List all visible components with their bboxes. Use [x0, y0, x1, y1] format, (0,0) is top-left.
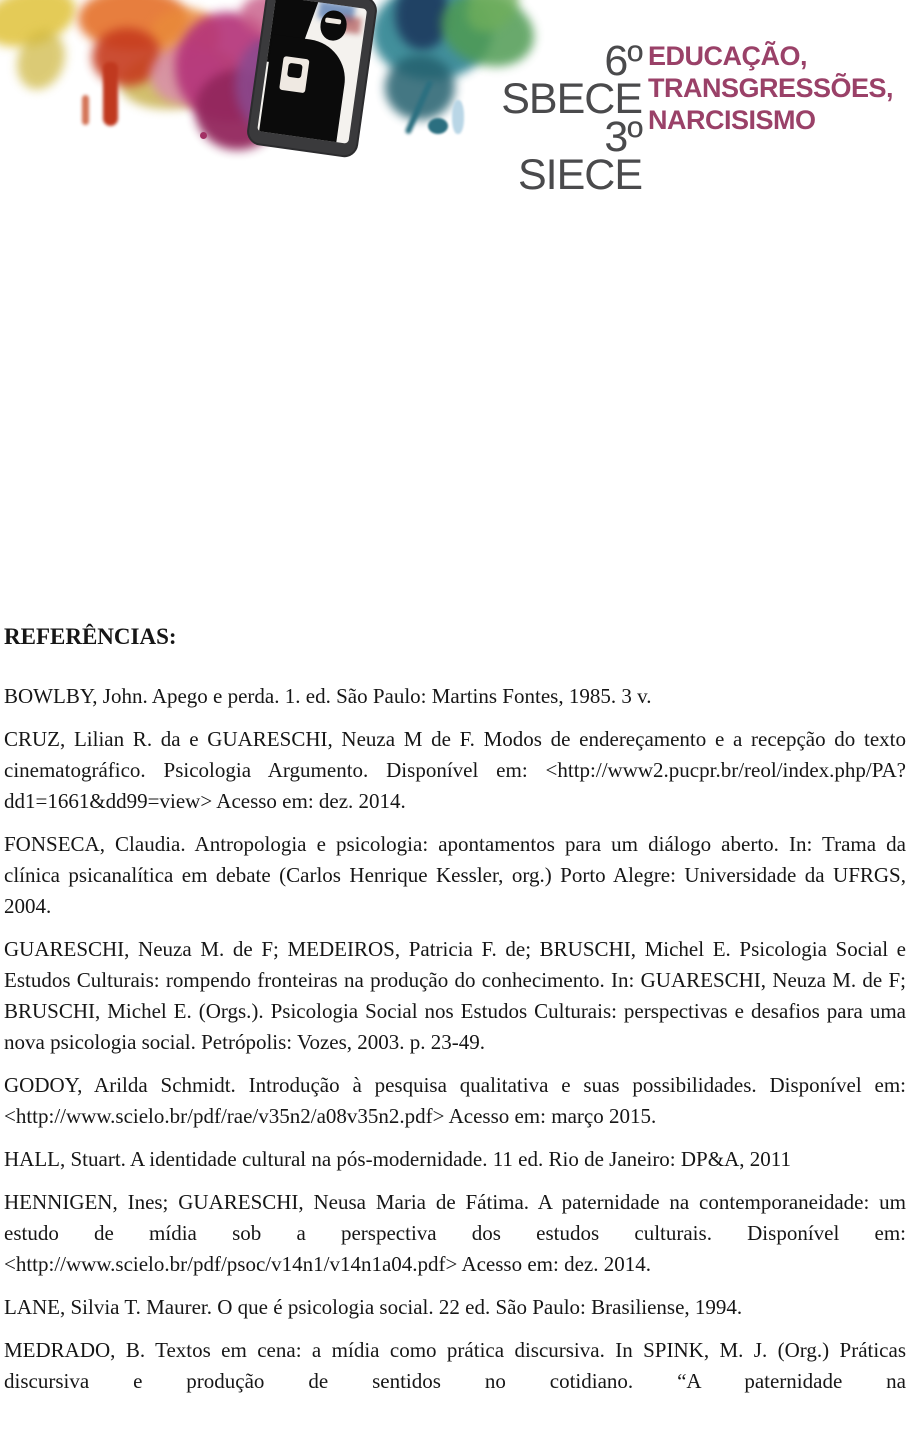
- paint-drip: [428, 118, 448, 134]
- edition-line-siece: 3º SIECE: [517, 113, 642, 199]
- conference-banner: [0, 0, 910, 199]
- reference-entry: CRUZ, Lilian R. da e GUARESCHI, Neuza M de F. Modos de endereçamento e a recepção do texto cinematográfico. Psicologia Argumento. Disponível em: <http://www2.pucpr.br/reol/index.php/PA?dd1=1661&dd99=view> Acesso em: dez. 2014.: [4, 727, 906, 813]
- logo-theme-text: [648, 40, 908, 136]
- paint-drip: [452, 100, 464, 134]
- references-heading: REFERÊNCIAS:: [4, 624, 177, 649]
- reference-entry: MEDRADO, B. Textos em cena: a mídia como prática discursiva. In SPINK, M. J. (Org.) Práticas discursiva e produção de sentidos no cotidiano. “A paternidade na: [4, 1338, 906, 1393]
- references-section: [0, 150, 910, 1409]
- edition-line-sbece: 6º SBECE: [501, 37, 642, 123]
- reference-entry: FONSECA, Claudia. Antropologia e psicologia: apontamentos para um diálogo aberto. In: Trama da clínica psicanalítica em debate (Carlos Henrique Kessler, org.) Porto Alegre: Universidade da UFRGS, 2004.: [4, 832, 906, 918]
- theme-line-transgressoes: TRANSGRESSÕES,: [648, 73, 894, 103]
- theme-line-narcisismo: NARCISISMO: [648, 105, 816, 135]
- reference-entry: BOWLBY, John. Apego e perda. 1. ed. São Paulo: Martins Fontes, 1985. 3 v.: [4, 684, 652, 708]
- paint-speck: [200, 132, 207, 139]
- paint-drip: [82, 95, 89, 125]
- reference-entry: LANE, Silvia T. Maurer. O que é psicologia social. 22 ed. São Paulo: Brasiliense, 1994.: [4, 1295, 743, 1319]
- reference-entry: HENNIGEN, Ines; GUARESCHI, Neusa Maria de Fátima. A paternidade na contemporaneidade: um estudo de mídia sob a perspectiva dos estudos culturais. Disponível em: <http://www.scielo.br/pdf/psoc/v14n1/v14n1a04.pdf> Acesso em: dez. 2014.: [4, 1190, 906, 1276]
- reference-entry: GODOY, Arilda Schmidt. Introdução à pesquisa qualitativa e suas possibilidades. Disponível em: <http://www.scielo.br/pdf/rae/v35n2/a08v35n2.pdf> Acesso em: março 2015.: [4, 1073, 906, 1128]
- kneeling-figure-head: [287, 63, 303, 79]
- theme-line-educacao: EDUCAÇÃO,: [648, 41, 808, 71]
- phone-graphic: [248, 0, 377, 157]
- paint-drip: [103, 62, 118, 126]
- reference-entry: HALL, Stuart. A identidade cultural na pós-modernidade. 11 ed. Rio de Janeiro: DP&A, 2011: [4, 1147, 791, 1171]
- reference-entry: GUARESCHI, Neuza M. de F; MEDEIROS, Patricia F. de; BRUSCHI, Michel E. Psicologia Social e Estudos Culturais: rompendo fronteiras na produção do conhecimento. In: GUARESCHI, Neuza M. de F; BRUSCHI, Michel E. (Orgs.). Psicologia Social nos Estudos Culturais: perspectivas e desafios para uma nova psicologia social. Petrópolis: Vozes, 2003. p. 23-49.: [4, 937, 906, 1054]
- phone-screen: [257, 0, 367, 144]
